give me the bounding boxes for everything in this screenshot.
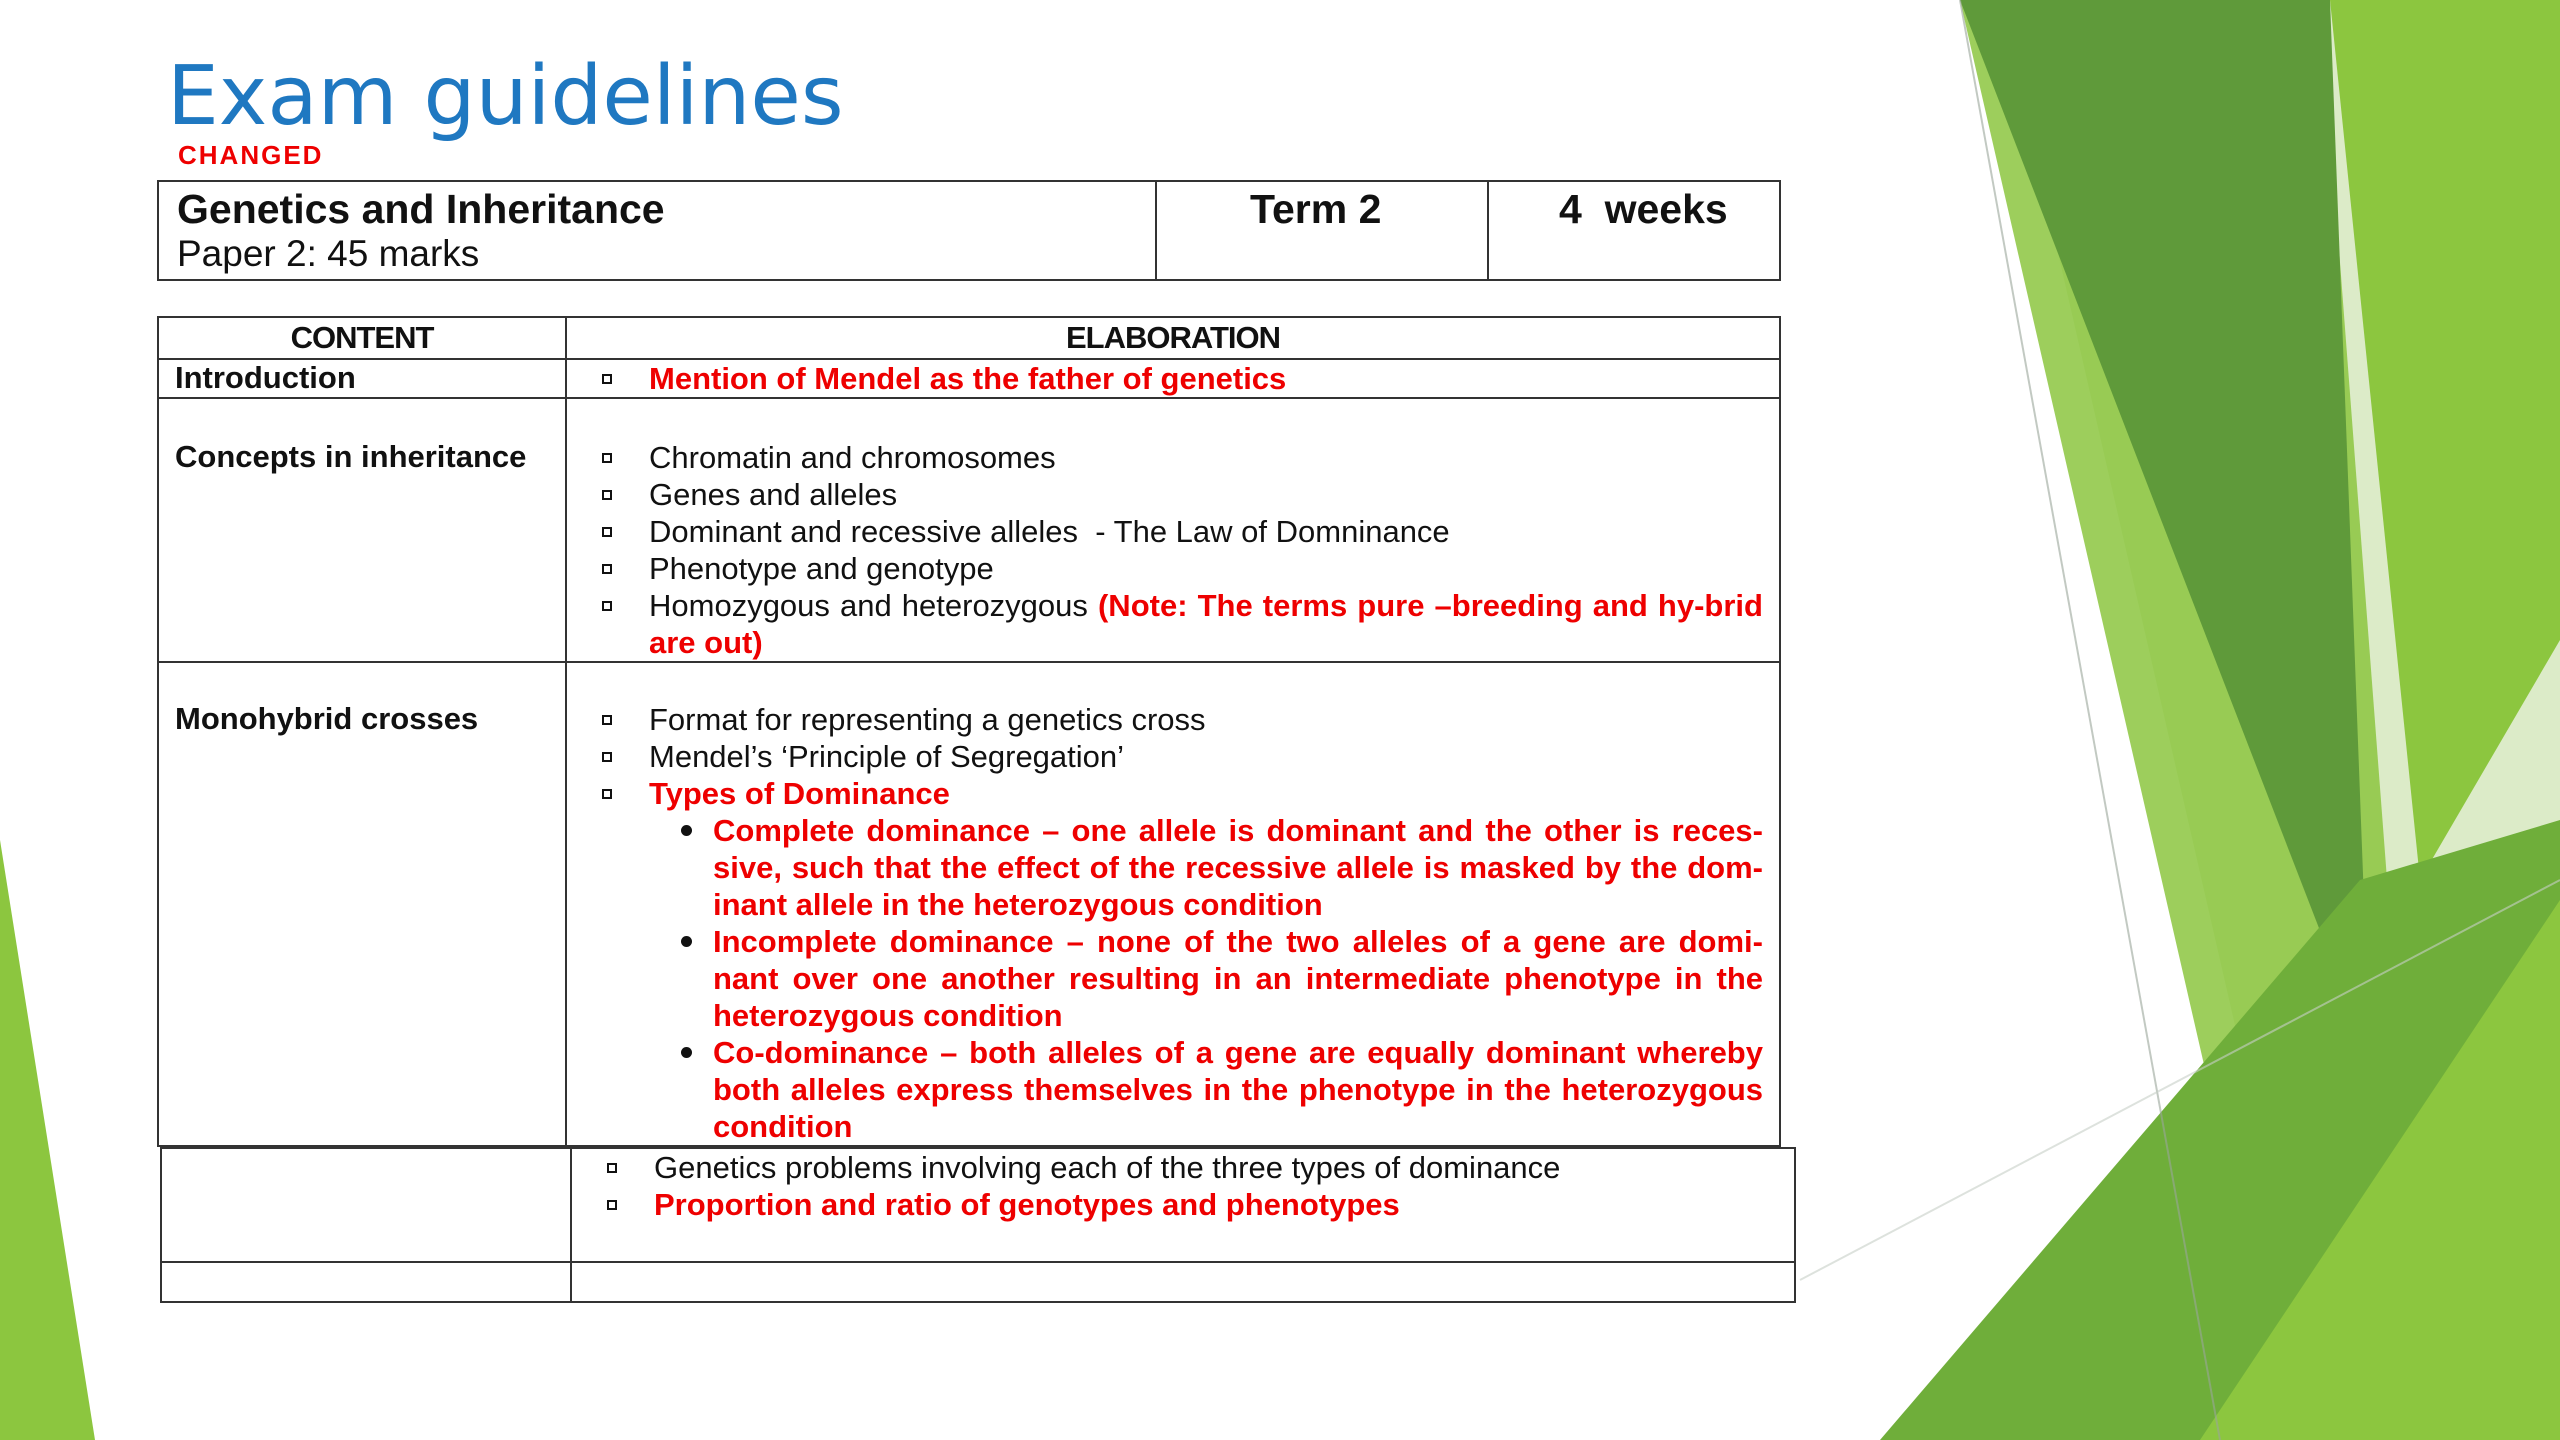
empty-content-cell: [161, 1148, 571, 1262]
table-row: [158, 398, 1780, 662]
empty-cell: [161, 1262, 571, 1302]
table-row: [161, 1262, 1795, 1302]
row-label: Concepts in inheritance: [158, 398, 566, 662]
table-row: [158, 359, 1780, 398]
table-header-row: [158, 317, 1780, 359]
content-table: [157, 316, 1781, 1147]
term-label: Term 2: [1250, 186, 1382, 232]
bullet-item: Incomplete dominance – none of the two alleles of a gene are domi-nant over one another resulting in an intermediate phenotype in the heterozygous condition: [665, 923, 1763, 1034]
content-column-header: CONTENT: [158, 317, 566, 359]
list-item: Proportion and ratio of genotypes and phenotypes: [588, 1186, 1778, 1223]
clipped-red-text: CHANGED: [178, 140, 324, 170]
list-item: Genetics problems involving each of the three types of dominance: [588, 1149, 1778, 1186]
table-row: [161, 1148, 1795, 1262]
empty-cell: [571, 1262, 1795, 1302]
list-item: Homozygous and heterozygous (Note: The terms pure –breeding and hy-brid are out): [583, 587, 1763, 661]
row-label: Introduction: [158, 359, 566, 398]
row-elaboration: [566, 662, 1780, 1146]
slide-title: Exam guidelines: [167, 49, 844, 144]
bullet-item: Complete dominance – one allele is dominant and the other is reces-sive, such that the effect of the recessive allele is masked by the dom-inant allele in the heterozygous condition: [665, 812, 1763, 923]
content-table-wrapper: [157, 316, 1781, 1144]
duration-label: 4 weeks: [1559, 186, 1728, 232]
list-item: Mention of Mendel as the father of genetics: [583, 360, 1763, 397]
list-item: Phenotype and genotype: [583, 550, 1763, 587]
duration-cell: [1488, 181, 1780, 280]
left-green-wedge: [0, 840, 95, 1440]
right-dark-green-shape: [1960, 0, 2370, 1060]
row-elaboration: [571, 1148, 1795, 1262]
elaboration-column-header: ELABORATION: [566, 317, 1780, 359]
term-cell: [1156, 181, 1488, 280]
list-item: Genes and alleles: [583, 476, 1763, 513]
note-text: (Note: The terms pure –breeding and hy-brid are out): [649, 588, 1763, 660]
continuation-table: [160, 1147, 1796, 1303]
list-item: Format for representing a genetics cross: [583, 701, 1763, 738]
list-item: Dominant and recessive alleles - The Law of Domninance: [583, 513, 1763, 550]
bullet-item: Co-dominance – both alleles of a gene are equally dominant whereby both alleles express themselves in the phenotype in the heterozygous condition: [665, 1034, 1763, 1145]
row-elaboration: [566, 398, 1780, 662]
topic-title: Genetics and Inheritance: [177, 186, 665, 232]
list-item: Mendel’s ‘Principle of Segregation’: [583, 738, 1763, 775]
list-item: Chromatin and chromosomes: [583, 439, 1763, 476]
topic-cell: [158, 181, 1156, 280]
row-label: Monohybrid crosses: [158, 662, 566, 1146]
list-item: Types of Dominance: [583, 775, 1763, 812]
continuation-table-wrapper: [160, 1147, 1796, 1277]
row-elaboration: [566, 359, 1780, 398]
paper-marks: Paper 2: 45 marks: [177, 233, 480, 274]
topic-header-table: [157, 180, 1781, 281]
table-row: [158, 662, 1780, 1146]
